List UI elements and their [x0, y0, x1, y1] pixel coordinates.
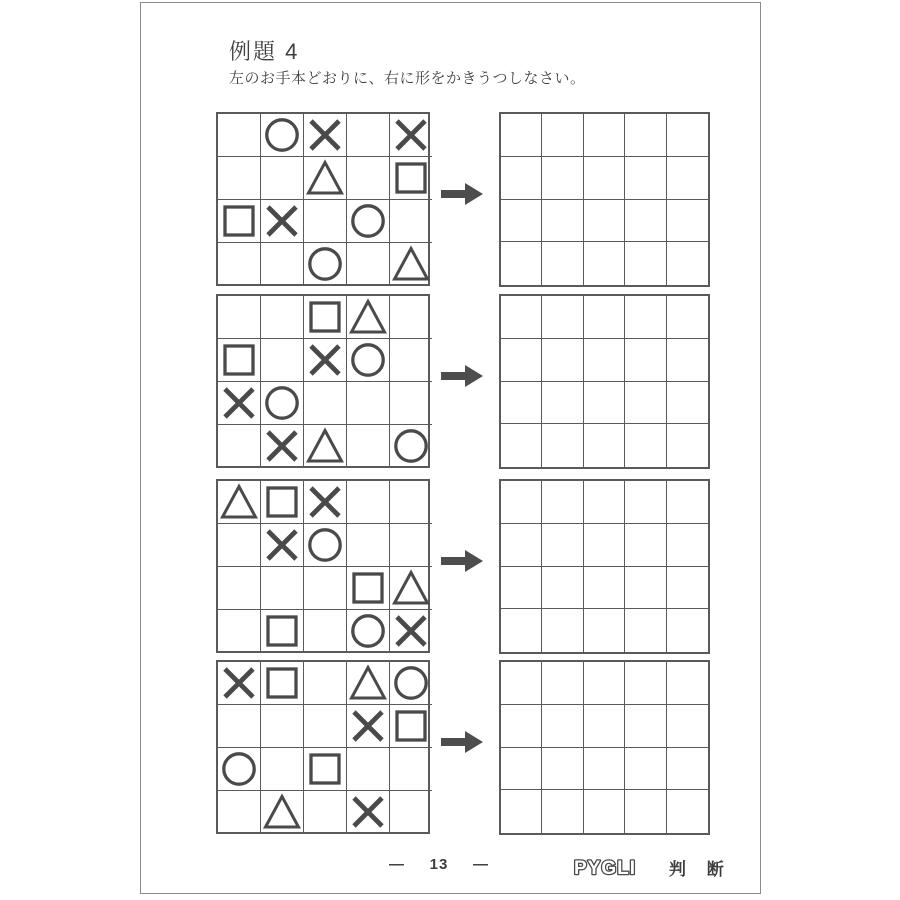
grid-cell [542, 705, 583, 748]
grid-cell [304, 339, 347, 382]
grid-cell [501, 382, 542, 425]
grid-cell [261, 791, 304, 833]
triangle-icon [347, 662, 389, 704]
grid-cell [542, 567, 583, 610]
grid-cell [542, 296, 583, 339]
grid-cell [261, 243, 304, 285]
cross-icon [347, 705, 389, 747]
problem-row [141, 294, 760, 468]
grid-cell [542, 200, 583, 243]
grid-cell [625, 114, 666, 157]
grid-cell [261, 481, 304, 524]
grid-cell [218, 157, 261, 200]
grid-cell [390, 243, 432, 285]
square-icon [304, 296, 346, 338]
triangle-icon [390, 567, 432, 609]
series-label: 判 断 [669, 859, 732, 879]
grid-cell [584, 200, 625, 243]
grid-cell [542, 609, 583, 652]
square-icon [261, 662, 303, 704]
grid-cell [501, 296, 542, 339]
circle-icon [347, 200, 389, 242]
grid-cell [584, 790, 625, 833]
square-icon [304, 748, 346, 790]
grid-cell [304, 425, 347, 467]
grid-cell [261, 157, 304, 200]
grid-cell [347, 114, 390, 157]
grid-cell [667, 524, 708, 567]
grid-cell [347, 748, 390, 791]
circle-icon [218, 748, 260, 790]
grid-cell [304, 481, 347, 524]
grid-cell [218, 481, 261, 524]
grid-cell [542, 382, 583, 425]
square-icon [261, 481, 303, 523]
square-icon [390, 705, 432, 747]
grid-cell [667, 424, 708, 467]
answer-grid [499, 479, 710, 654]
grid-cell [390, 705, 432, 748]
circle-icon [261, 114, 303, 156]
grid-cell [261, 567, 304, 610]
circle-icon [390, 662, 432, 704]
grid-cell [625, 339, 666, 382]
grid-cell [261, 662, 304, 705]
circle-icon [347, 610, 389, 652]
page-footer [141, 854, 760, 884]
grid-cell [390, 296, 432, 339]
grid-cell [261, 705, 304, 748]
grid-cell [501, 200, 542, 243]
grid-cell [625, 567, 666, 610]
grid-cell [218, 114, 261, 157]
grid-cell [542, 424, 583, 467]
grid-cell [667, 609, 708, 652]
grid-cell [667, 339, 708, 382]
cross-icon [218, 382, 260, 424]
grid-cell [390, 339, 432, 382]
grid-cell [261, 114, 304, 157]
grid-cell [390, 200, 432, 243]
grid-cell [390, 382, 432, 425]
arrow [440, 545, 484, 577]
grid-cell [584, 242, 625, 285]
grid-cell [625, 382, 666, 425]
grid-cell [625, 662, 666, 705]
problem-row [141, 112, 760, 286]
grid-cell [584, 339, 625, 382]
grid-cell [218, 243, 261, 285]
grid-cell [625, 790, 666, 833]
grid-cell [347, 791, 390, 833]
grid-cell [218, 425, 261, 467]
grid-cell [347, 243, 390, 285]
cross-icon [347, 791, 389, 833]
grid-cell [667, 662, 708, 705]
grid-cell [584, 524, 625, 567]
grid-cell [347, 610, 390, 652]
grid-cell [501, 567, 542, 610]
grid-cell [347, 567, 390, 610]
grid-cell [584, 424, 625, 467]
grid-cell [304, 567, 347, 610]
grid-cell [218, 610, 261, 652]
grid-cell [584, 382, 625, 425]
grid-cell [390, 481, 432, 524]
model-grid [216, 112, 430, 286]
grid-cell [218, 748, 261, 791]
grid-cell [625, 200, 666, 243]
triangle-icon [347, 296, 389, 338]
grid-cell [218, 200, 261, 243]
grid-cell [304, 748, 347, 791]
problem-row [141, 479, 760, 653]
grid-cell [218, 382, 261, 425]
grid-cell [667, 296, 708, 339]
grid-cell [304, 791, 347, 833]
page-number [389, 856, 489, 873]
grid-cell [625, 296, 666, 339]
grid-cell [390, 157, 432, 200]
instruction-text: 左のお手本どおりに、右に形をかきうつしなさい。 [229, 70, 586, 87]
answer-grid [499, 660, 710, 835]
page-number-dash-right: — [473, 856, 489, 873]
grid-cell [667, 157, 708, 200]
grid-cell [390, 610, 432, 652]
grid-cell [542, 662, 583, 705]
grid-cell [501, 609, 542, 652]
grid-cell [542, 157, 583, 200]
cross-icon [261, 425, 303, 467]
grid-cell [304, 382, 347, 425]
page-title: 例題 4 [229, 39, 300, 64]
square-icon [347, 567, 389, 609]
cross-icon [218, 662, 260, 704]
grid-cell [261, 524, 304, 567]
grid-cell [542, 748, 583, 791]
grid-cell [347, 662, 390, 705]
grid-cell [347, 705, 390, 748]
pygli-logo [573, 854, 645, 880]
grid-cell [667, 481, 708, 524]
square-icon [218, 200, 260, 242]
grid-cell [501, 524, 542, 567]
grid-cell [304, 200, 347, 243]
grid-cell [218, 296, 261, 339]
arrow-right-icon [440, 545, 484, 577]
grid-cell [218, 791, 261, 833]
grid-cell [667, 567, 708, 610]
page-number-value: 13 [429, 856, 449, 873]
grid-cell [625, 748, 666, 791]
circle-icon [304, 243, 346, 285]
grid-cell [304, 243, 347, 285]
triangle-icon [218, 481, 260, 523]
grid-cell [347, 339, 390, 382]
cross-icon [390, 114, 432, 156]
grid-cell [390, 662, 432, 705]
grid-cell [218, 567, 261, 610]
grid-cell [390, 114, 432, 157]
grid-cell [667, 382, 708, 425]
grid-cell [304, 157, 347, 200]
grid-cell [501, 242, 542, 285]
grid-cell [261, 425, 304, 467]
circle-icon [390, 425, 432, 467]
square-icon [218, 339, 260, 381]
grid-cell [667, 200, 708, 243]
square-icon [261, 610, 303, 652]
grid-cell [304, 705, 347, 748]
publisher-group [573, 854, 732, 880]
grid-cell [625, 524, 666, 567]
model-grid [216, 479, 430, 653]
grid-cell [304, 114, 347, 157]
grid-cell [261, 748, 304, 791]
triangle-icon [261, 791, 303, 833]
answer-grid [499, 294, 710, 469]
triangle-icon [304, 157, 346, 199]
page-number-dash-left: — [389, 856, 405, 873]
arrow [440, 726, 484, 758]
grid-cell [667, 114, 708, 157]
cross-icon [261, 200, 303, 242]
grid-cell [218, 524, 261, 567]
grid-cell [584, 609, 625, 652]
triangle-icon [304, 425, 346, 467]
circle-icon [261, 382, 303, 424]
arrow [440, 178, 484, 210]
grid-cell [261, 382, 304, 425]
grid-cell [501, 790, 542, 833]
grid-cell [667, 748, 708, 791]
grid-cell [667, 242, 708, 285]
grid-cell [542, 481, 583, 524]
grid-cell [625, 424, 666, 467]
circle-icon [304, 524, 346, 566]
grid-cell [584, 157, 625, 200]
grid-cell [347, 425, 390, 467]
model-grid [216, 294, 430, 468]
grid-cell [501, 662, 542, 705]
grid-cell [390, 748, 432, 791]
grid-cell [584, 296, 625, 339]
cross-icon [261, 524, 303, 566]
circle-icon [347, 339, 389, 381]
arrow-right-icon [440, 360, 484, 392]
grid-cell [584, 481, 625, 524]
grid-cell [390, 425, 432, 467]
grid-cell [347, 296, 390, 339]
svg-text:PYGLI: PYGLI [574, 858, 637, 879]
grid-cell [261, 200, 304, 243]
grid-cell [347, 157, 390, 200]
grid-cell [261, 339, 304, 382]
grid-cell [667, 705, 708, 748]
grid-cell [584, 662, 625, 705]
grid-cell [347, 200, 390, 243]
cross-icon [304, 481, 346, 523]
grid-cell [347, 481, 390, 524]
grid-cell [390, 524, 432, 567]
answer-grid [499, 112, 710, 287]
grid-cell [501, 705, 542, 748]
worksheet-page [140, 2, 761, 894]
cross-icon [304, 114, 346, 156]
grid-cell [347, 524, 390, 567]
grid-cell [501, 339, 542, 382]
grid-cell [584, 705, 625, 748]
grid-cell [304, 662, 347, 705]
square-icon [390, 157, 432, 199]
model-grid [216, 660, 430, 834]
grid-cell [390, 567, 432, 610]
triangle-icon [390, 243, 432, 285]
grid-cell [667, 790, 708, 833]
grid-cell [542, 339, 583, 382]
grid-cell [625, 609, 666, 652]
grid-cell [501, 114, 542, 157]
arrow [440, 360, 484, 392]
grid-cell [542, 114, 583, 157]
grid-cell [584, 567, 625, 610]
grid-cell [584, 748, 625, 791]
grid-cell [304, 610, 347, 652]
problem-row [141, 660, 760, 834]
grid-cell [501, 424, 542, 467]
arrow-right-icon [440, 178, 484, 210]
grid-cell [304, 296, 347, 339]
grid-cell [501, 481, 542, 524]
grid-cell [542, 790, 583, 833]
cross-icon [304, 339, 346, 381]
grid-cell [625, 157, 666, 200]
cross-icon [390, 610, 432, 652]
grid-cell [542, 524, 583, 567]
grid-cell [304, 524, 347, 567]
grid-cell [218, 339, 261, 382]
grid-cell [625, 481, 666, 524]
grid-cell [625, 705, 666, 748]
grid-cell [261, 296, 304, 339]
grid-cell [261, 610, 304, 652]
grid-cell [390, 791, 432, 833]
grid-cell [542, 242, 583, 285]
grid-cell [584, 114, 625, 157]
grid-cell [501, 748, 542, 791]
grid-cell [625, 242, 666, 285]
grid-cell [501, 157, 542, 200]
grid-cell [218, 705, 261, 748]
grid-cell [347, 382, 390, 425]
arrow-right-icon [440, 726, 484, 758]
grid-cell [218, 662, 261, 705]
